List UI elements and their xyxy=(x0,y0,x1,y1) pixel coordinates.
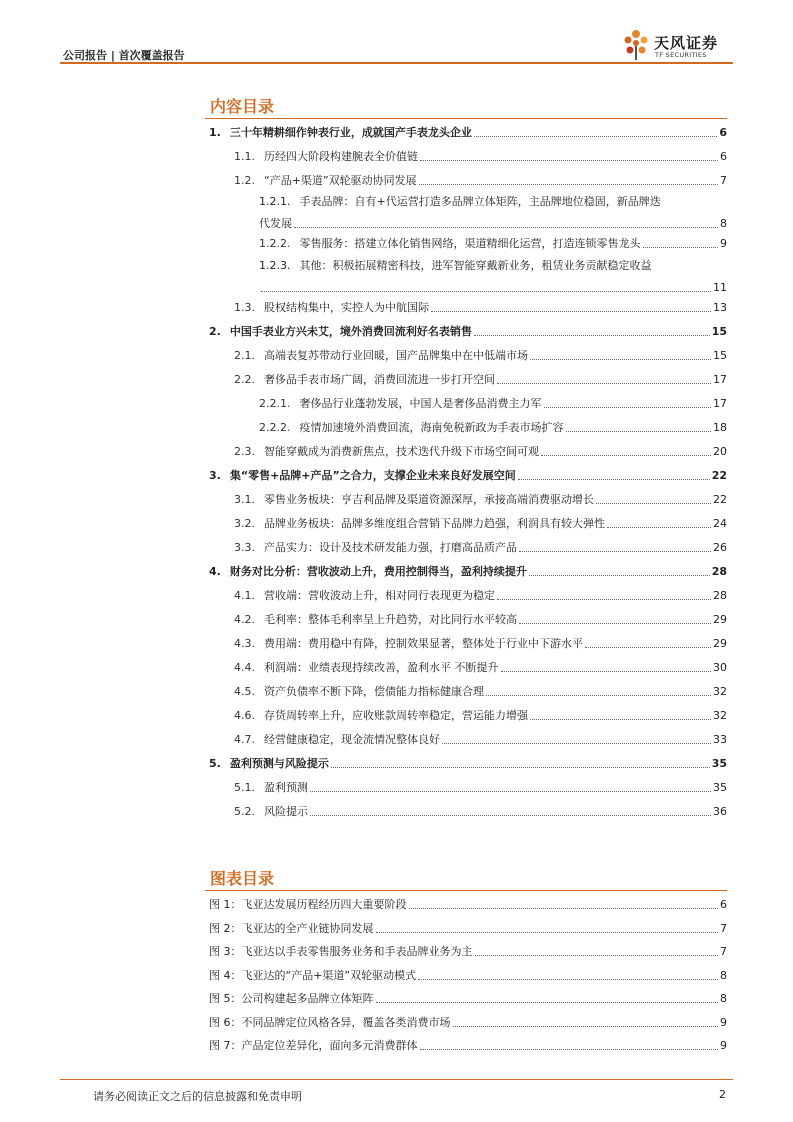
toc-entry[interactable] xyxy=(234,345,727,363)
toc-leader-dots xyxy=(541,455,711,456)
toc-entry-number: 1.3. xyxy=(234,301,255,314)
figure-leader-dots xyxy=(376,932,719,933)
figure-text: 飞亚达的全产业链协同发展 xyxy=(241,921,374,935)
figure-entry[interactable] xyxy=(209,1035,727,1053)
toc-entry-text: 奢侈品行业蓬勃发展，中国人是奢侈品消费主力军 xyxy=(299,397,542,410)
toc-entry[interactable] xyxy=(234,489,727,507)
toc-entry-number: 2.2.2. xyxy=(259,421,291,434)
figure-text: 公司构建起多品牌立体矩阵 xyxy=(241,992,374,1005)
toc-entry[interactable] xyxy=(259,213,727,231)
figure-page: 9 xyxy=(720,1039,727,1052)
toc-entry-page: 7 xyxy=(720,174,727,187)
toc-entry-page: 28 xyxy=(713,589,727,602)
figure-page: 7 xyxy=(720,945,727,958)
figure-page: 8 xyxy=(720,968,727,982)
toc-entry-text: 智能穿戴成为消费新焦点，技术迭代升级下市场空间可观 xyxy=(264,445,539,458)
toc-entry-number: 1.2. xyxy=(234,174,255,187)
toc-entry[interactable] xyxy=(209,561,727,579)
toc-entry-page: 35 xyxy=(713,781,727,794)
toc-entry-number: 2.1. xyxy=(234,349,255,362)
toc-entry-page: 22 xyxy=(711,469,727,482)
figure-leader-dots xyxy=(453,1026,719,1027)
header-divider xyxy=(60,62,733,64)
toc-leader-dots xyxy=(585,647,711,648)
toc-entry-page: 24 xyxy=(713,517,727,530)
toc-entry[interactable] xyxy=(234,441,727,459)
toc-entry[interactable] xyxy=(259,233,727,251)
toc-entry-text: 费用端：费用稳中有降，控制效果显著，整体处于行业中下游水平 xyxy=(264,637,583,650)
toc-leader-dots xyxy=(419,184,718,185)
toc-entry-number: 1.2.3. xyxy=(259,259,291,272)
toc-entry-text: 营收端：营收波动上升，相对同行表现更为稳定 xyxy=(264,589,495,602)
figure-label: 图 1： xyxy=(209,898,242,911)
toc-entry-number: 1.2.1. xyxy=(259,195,291,208)
toc-entry-text: 品牌业务板块：品牌多维度组合营销下品牌力趋强，利润具有较大弹性 xyxy=(264,517,605,530)
figure-text: 不同品牌定位风格各异，覆盖各类消费市场 xyxy=(241,1015,451,1029)
figure-label: 图 6： xyxy=(209,1015,242,1029)
toc-entry[interactable] xyxy=(234,633,727,651)
toc-entry[interactable] xyxy=(234,681,727,699)
toc-leader-dots xyxy=(331,767,710,768)
figures-title-rule xyxy=(205,890,727,891)
toc-entry-page: 15 xyxy=(711,325,727,338)
toc-entry-text: 零售业务板块：亨吉利品牌及渠道资源深厚，承接高端消费驱动增长 xyxy=(264,493,594,506)
toc-entry-number: 5.2. xyxy=(234,805,255,818)
toc-leader-dots xyxy=(566,431,712,432)
toc-title-rule xyxy=(205,118,727,119)
toc-entry[interactable] xyxy=(234,585,727,603)
toc-entry-number: 3. xyxy=(209,469,221,482)
toc-leader-dots xyxy=(530,359,711,360)
toc-entry-text: 集“零售+品牌+产品”之合力，支撑企业未来良好发展空间 xyxy=(229,469,516,482)
toc-entry-text: 经营健康稳定，现金流情况整体良好 xyxy=(264,733,440,746)
company-logo xyxy=(621,28,733,62)
toc-entry-page: 30 xyxy=(713,661,727,674)
toc-entry[interactable] xyxy=(234,657,727,675)
figure-text: 飞亚达发展历程经历四大重要阶段 xyxy=(241,898,407,911)
toc-entry-text: 零售服务：搭建立体化销售网络，渠道精细化运营，打造连锁零售龙头 xyxy=(299,237,641,250)
toc-entry-text: 三十年精耕细作钟表行业，成就国产手表龙头企业 xyxy=(229,126,472,139)
toc-entry-page: 13 xyxy=(713,301,727,314)
toc-entry-page: 32 xyxy=(713,685,727,698)
figures-title: 图表目录 xyxy=(210,869,275,888)
figure-leader-dots xyxy=(418,979,718,980)
toc-entry-number: 2.3. xyxy=(234,445,255,458)
toc-leader-dots xyxy=(497,383,711,384)
toc-entry-text: 毛利率：整体毛利率呈上升趋势，对比同行水平较高 xyxy=(264,613,517,626)
toc-entry-text: 中国手表业方兴未艾，境外消费回流利好名表销售 xyxy=(229,325,472,338)
toc-entry-page: 8 xyxy=(720,217,727,230)
toc-entry-page: 6 xyxy=(720,150,727,163)
toc-entry-text: 奢侈品手表市场广阔，消费回流进一步打开空间 xyxy=(264,373,495,386)
figure-entry[interactable] xyxy=(209,965,727,983)
toc-entry-page: 17 xyxy=(713,397,727,410)
toc-entry-number: 4.7. xyxy=(234,733,255,746)
toc-entry[interactable] xyxy=(234,513,727,531)
toc-entry-page: 11 xyxy=(713,281,727,294)
toc-entry-page: 28 xyxy=(711,565,727,578)
footer-divider xyxy=(60,1079,733,1080)
page-number: 2 xyxy=(719,1088,726,1101)
toc-entry-number: 5. xyxy=(209,757,221,770)
toc-title: 内容目录 xyxy=(210,97,275,116)
toc-leader-dots xyxy=(519,623,711,624)
toc-leader-dots xyxy=(294,227,718,228)
toc-entry-page: 36 xyxy=(713,805,727,818)
figure-entry[interactable] xyxy=(209,988,727,1006)
figure-entry[interactable] xyxy=(209,894,727,912)
figure-label: 图 3： xyxy=(209,945,242,958)
toc-entry-page: 15 xyxy=(713,349,727,362)
toc-entry-number: 5.1. xyxy=(234,781,255,794)
toc-entry[interactable] xyxy=(234,609,727,627)
toc-leader-dots xyxy=(529,575,710,576)
toc-entry-text: 风险提示 xyxy=(264,805,308,818)
logo-chinese-text: 天风证券 xyxy=(654,34,719,52)
toc-entry-page: 35 xyxy=(711,757,727,770)
toc-entry-number: 2.2. xyxy=(234,373,255,386)
toc-leader-dots xyxy=(544,407,712,408)
toc-entry-text: 疫情加速境外消费回流，海南免税新政为手表市场扩容 xyxy=(299,421,564,434)
toc-leader-dots xyxy=(607,527,711,528)
toc-entry-number: 4.4. xyxy=(234,661,255,674)
figure-text: 产品定位差异化，面向多元消费群体 xyxy=(241,1039,418,1052)
toc-leader-dots xyxy=(431,311,711,312)
toc-entry[interactable] xyxy=(234,729,727,747)
toc-entry-page: 6 xyxy=(719,126,727,139)
figure-label: 图 5： xyxy=(209,992,242,1005)
toc-entry-text: 资产负债率不断下降，偿债能力指标健康合理 xyxy=(264,685,484,698)
figure-page: 8 xyxy=(720,992,727,1005)
toc-entry-text: 盈利预测与风险提示 xyxy=(229,757,329,770)
toc-entry[interactable] xyxy=(234,297,727,315)
figure-entry[interactable] xyxy=(209,941,727,959)
toc-entry[interactable] xyxy=(259,393,727,411)
toc-entry-number: 3.2. xyxy=(234,517,255,530)
toc-entry-text: 代发展 xyxy=(259,217,292,230)
figure-label: 图 2： xyxy=(209,921,242,935)
toc-entry-text: 股权结构集中，实控人为中航国际 xyxy=(264,301,429,314)
toc-entry[interactable] xyxy=(234,705,727,723)
figure-leader-dots xyxy=(409,908,719,909)
toc-entry-page: 32 xyxy=(713,709,727,722)
toc-entry-text: 盈利预测 xyxy=(264,781,308,794)
toc-entry-text: 存货周转率上升，应收账款周转率稳定，营运能力增强 xyxy=(264,709,528,722)
toc-entry-text: 财务对比分析：营收波动上升，费用控制得当，盈利持续提升 xyxy=(229,565,527,578)
figure-leader-dots xyxy=(420,1049,719,1050)
figure-leader-dots xyxy=(376,1002,719,1003)
logo-flower-icon xyxy=(621,28,651,62)
toc-entry[interactable] xyxy=(209,122,727,140)
figure-label: 图 4： xyxy=(209,968,242,982)
toc-entry[interactable] xyxy=(259,277,727,295)
toc-entry-number: 4.5. xyxy=(234,685,255,698)
toc-entry[interactable] xyxy=(259,417,727,435)
toc-entry-number: 2. xyxy=(209,325,221,338)
report-type-label: 公司报告 | 首次覆盖报告 xyxy=(63,49,185,62)
toc-entry[interactable] xyxy=(234,801,727,819)
toc-leader-dots xyxy=(643,247,719,248)
toc-leader-dots xyxy=(310,815,711,816)
toc-entry-line1[interactable] xyxy=(259,193,727,211)
toc-leader-dots xyxy=(310,791,711,792)
toc-leader-dots xyxy=(519,551,711,552)
toc-entry-page: 22 xyxy=(713,493,727,506)
toc-entry-page: 29 xyxy=(713,637,727,650)
toc-entry-page: 9 xyxy=(720,237,727,250)
toc-entry-text: 利润端：业绩表现持续改善，盈利水平 不断提升 xyxy=(264,661,499,674)
figure-page: 9 xyxy=(720,1015,727,1029)
figure-label: 图 7： xyxy=(209,1039,242,1052)
toc-entry[interactable] xyxy=(209,753,727,771)
toc-entry-page: 20 xyxy=(713,445,727,458)
toc-entry-number: 4.1. xyxy=(234,589,255,602)
toc-entry-number: 1.1. xyxy=(234,150,255,163)
toc-entry-number: 2.2.1. xyxy=(259,397,291,410)
toc-entry-text: “产品+渠道”双轮驱动协同发展 xyxy=(264,174,417,187)
toc-entry-number: 1.2.2. xyxy=(259,237,291,250)
toc-entry-text: 历经四大阶段构建腕表全价值链 xyxy=(264,150,418,163)
toc-entry-text: 产品实力：设计及技术研发能力强，打磨高品质产品 xyxy=(264,541,517,554)
toc-leader-dots xyxy=(474,335,710,336)
toc-entry-line1[interactable] xyxy=(259,257,727,275)
toc-entry-page: 17 xyxy=(713,373,727,386)
toc-leader-dots xyxy=(486,695,711,696)
logo-english-text: TF SECURITIES xyxy=(655,51,707,59)
toc-entry-number: 3.3. xyxy=(234,541,255,554)
toc-leader-dots xyxy=(261,291,711,292)
figure-page: 6 xyxy=(720,898,727,911)
toc-entry[interactable] xyxy=(234,777,727,795)
toc-leader-dots xyxy=(501,671,712,672)
toc-leader-dots xyxy=(518,479,710,480)
toc-leader-dots xyxy=(530,719,711,720)
toc-entry[interactable] xyxy=(234,537,727,555)
toc-entry-number: 4.2. xyxy=(234,613,255,626)
toc-entry[interactable] xyxy=(209,321,727,339)
toc-entry-number: 3.1. xyxy=(234,493,255,506)
toc-entry-page: 29 xyxy=(713,613,727,626)
toc-entry-number: 4.6. xyxy=(234,709,255,722)
toc-entry-number: 4. xyxy=(209,565,221,578)
toc-entry[interactable] xyxy=(234,369,727,387)
toc-entry-page: 18 xyxy=(713,421,727,434)
footer-disclaimer: 请务必阅读正文之后的信息披露和免责申明 xyxy=(93,1090,302,1103)
toc-entry[interactable] xyxy=(209,465,727,483)
toc-entry-text: 高端表复苏带动行业回暖，国产品牌集中在中低端市场 xyxy=(264,349,528,362)
toc-leader-dots xyxy=(596,503,711,504)
toc-entry-page: 33 xyxy=(713,733,727,746)
toc-leader-dots xyxy=(420,160,718,161)
figure-entry[interactable] xyxy=(209,918,727,936)
toc-entry-text-line1: 手表品牌：自有+代运营打造多品牌立体矩阵，主品牌地位稳固，新品牌迭 xyxy=(299,195,661,208)
figure-leader-dots xyxy=(475,955,719,956)
toc-entry-page: 26 xyxy=(713,541,727,554)
figure-page: 7 xyxy=(720,921,727,935)
toc-leader-dots xyxy=(497,599,711,600)
toc-entry-number: 4.3. xyxy=(234,637,255,650)
figure-text: 飞亚达的“产品+渠道”双轮驱动模式 xyxy=(241,968,417,982)
toc-entry-number: 1. xyxy=(209,126,221,139)
toc-leader-dots xyxy=(442,743,711,744)
toc-entry[interactable] xyxy=(234,146,727,164)
figure-text: 飞亚达以手表零售服务业务和手表品牌业务为主 xyxy=(241,945,473,958)
toc-entry-text-line1: 其他：积极拓展精密科技，进军智能穿戴新业务，租赁业务贡献稳定收益 xyxy=(299,259,652,272)
figure-entry[interactable] xyxy=(209,1012,727,1030)
toc-leader-dots xyxy=(474,136,718,137)
toc-entry[interactable] xyxy=(234,170,727,188)
